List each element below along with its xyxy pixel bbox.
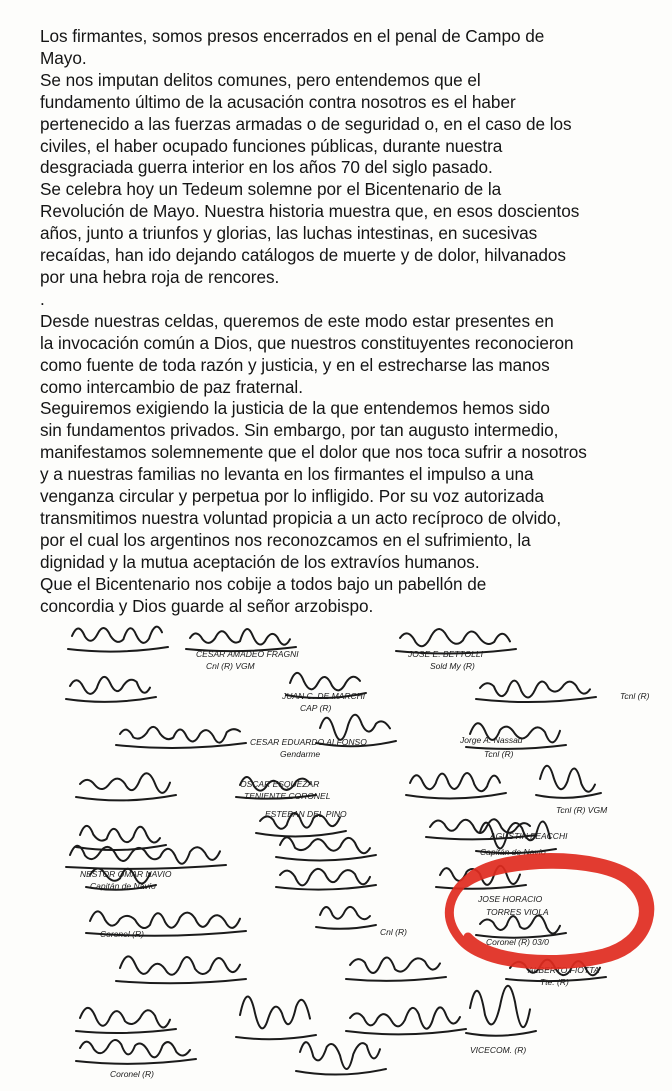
- letter-line: Mayo.: [40, 47, 87, 68]
- letter-line: .: [40, 288, 45, 309]
- letter-line: Desde nuestras celdas, queremos de este modo estar presentes en: [40, 310, 554, 331]
- signature-caption: JOSE E. BETTOLLI: [408, 649, 483, 659]
- letter-line: sin fundamentos privados. Sin embargo, por tan augusto intermedio,: [40, 420, 559, 441]
- signature-caption: ALBERTO FIOTTA: [528, 965, 600, 975]
- handwritten-signature: [186, 629, 296, 651]
- signature-caption: Tcnl (R) VGM: [556, 805, 608, 815]
- letter-line: por una hebra roja de rencores.: [40, 266, 280, 287]
- handwritten-signature: [406, 773, 506, 798]
- signature-caption: JUAN C. DE MARCHI: [282, 691, 366, 701]
- letter-line: concordia y Dios guarde al señor arzobispo.: [40, 595, 374, 616]
- handwritten-signature: [76, 1008, 176, 1033]
- letter-line: la invocación común a Dios, que nuestros constituyentes reconocieron: [40, 332, 574, 353]
- letter-line: fundamento último de la acusación contra nosotros es el haber: [40, 91, 516, 112]
- handwritten-signature: [536, 766, 601, 798]
- handwritten-signature: [316, 907, 376, 929]
- signature-caption: CAP (R): [300, 703, 332, 713]
- letter-line: Que el Bicentenario nos cobije a todos bajo un pabellón de: [40, 573, 487, 594]
- letter-body: [40, 26, 640, 617]
- red-highlight-circle: [449, 858, 649, 965]
- handwritten-signature: [116, 727, 246, 748]
- signature-caption: Capitán de Navío: [480, 847, 546, 857]
- handwritten-signature: [116, 956, 246, 983]
- signature-caption: OSCAR ESQUEZAR: [240, 779, 320, 789]
- handwritten-signature: [276, 837, 376, 860]
- signature-caption: CESAR EDUARDO ALFONSO: [250, 737, 367, 747]
- handwritten-signature: [236, 997, 316, 1040]
- letter-line: desgraciada guerra interior en los años 70 del siglo pasado.: [40, 157, 493, 178]
- letter-line: venganza circular y perpetua por lo infligido. Por su voz autorizada: [40, 486, 544, 507]
- letter-line: Revolución de Mayo. Nuestra historia muestra que, en esos doscientos: [40, 201, 580, 222]
- handwritten-signature: [466, 986, 536, 1036]
- letter-line: Los firmantes, somos presos encerrados en el penal de Campo de: [40, 26, 545, 46]
- handwritten-signature: [76, 773, 176, 800]
- letter-line: como intercambio de paz fraternal.: [40, 376, 303, 397]
- handwritten-signature: [76, 826, 166, 850]
- letter-line: transmitimos nuestra voluntad propicia a un acto recíproco de olvido,: [40, 507, 562, 528]
- signature-caption: Tte. (R): [540, 977, 569, 987]
- signature-caption: JOSE HORACIO: [478, 894, 543, 904]
- letter-line: como fuente de toda razón y justicia, y en el estrecharse las manos: [40, 354, 550, 375]
- signature-caption: AGUSTIN FEACCHI: [490, 831, 568, 841]
- letter-line: manifestamos solemnemente que el dolor que nos toca sufrir a nosotros: [40, 442, 587, 463]
- letter-line: y a nuestras familias no levanta en los firmantes el impulso a una: [40, 464, 534, 485]
- signature-caption: Coronel (R): [100, 929, 144, 939]
- signature-caption: Cnl (R): [380, 927, 407, 937]
- letter-line: pertenecido a las fuerzas armadas o de seguridad o, en el caso de los: [40, 113, 572, 134]
- signature-caption: Coronel (R) 03/0: [486, 937, 549, 947]
- letter-line: años, junto a triunfos y glorias, las luchas intestinas, en sucesivas: [40, 223, 538, 244]
- signatures-drawing: [0, 615, 672, 1091]
- handwritten-signature: [276, 869, 376, 890]
- signature-caption: VICECOM. (R): [470, 1045, 527, 1055]
- letter-line: Seguiremos exigiendo la justicia de la que entendemos hemos sido: [40, 398, 550, 419]
- signature-caption: Cnl (R) VGM: [206, 661, 255, 671]
- handwritten-signature: [476, 915, 566, 937]
- handwritten-signature: [76, 1040, 196, 1064]
- signature-caption: ESTEBAN DEL PINO: [265, 809, 347, 819]
- handwritten-signature: [66, 677, 156, 702]
- signature-caption: Tcnl (R): [620, 691, 650, 701]
- signature-caption: CESAR AMADEO FRAGNI: [196, 649, 299, 659]
- handwritten-signature: [346, 1007, 466, 1034]
- signature-caption: NESTOR OMAR NAVIO: [80, 869, 172, 879]
- letter-line: Se nos imputan delitos comunes, pero entendemos que el: [40, 69, 481, 90]
- signature-caption: Capitán de Navío: [90, 881, 156, 891]
- signature-block: [0, 615, 672, 1091]
- signature-caption: TORRES VIOLA: [486, 907, 549, 917]
- letter-line: recaídas, han ido dejando catálogos de muerte y de dolor, hilvanados: [40, 245, 566, 266]
- handwritten-signature: [346, 957, 446, 980]
- letter-line: por el cual los argentinos nos reconozcamos en el sufrimiento, la: [40, 529, 531, 550]
- handwritten-signature: [296, 1042, 386, 1074]
- letter-line: civiles, el haber ocupado funciones públicas, durante nuestra: [40, 135, 503, 156]
- letter-line: dignidad y la mutua aceptación de los extravíos humanos.: [40, 551, 480, 572]
- signature-caption: TENIENTE CORONEL: [244, 791, 331, 801]
- handwritten-signature: [68, 627, 168, 652]
- signature-caption: Tcnl (R): [484, 749, 514, 759]
- signature-caption: Jorge A. Nassau: [460, 735, 523, 745]
- signature-caption: Coronel (R): [110, 1069, 154, 1079]
- letter-line: Se celebra hoy un Tedeum solemne por el Bicentenario de la: [40, 179, 502, 200]
- handwritten-signature: [476, 681, 596, 702]
- signature-caption: Gendarme: [280, 749, 321, 759]
- signature-caption: Sold My (R): [430, 661, 475, 671]
